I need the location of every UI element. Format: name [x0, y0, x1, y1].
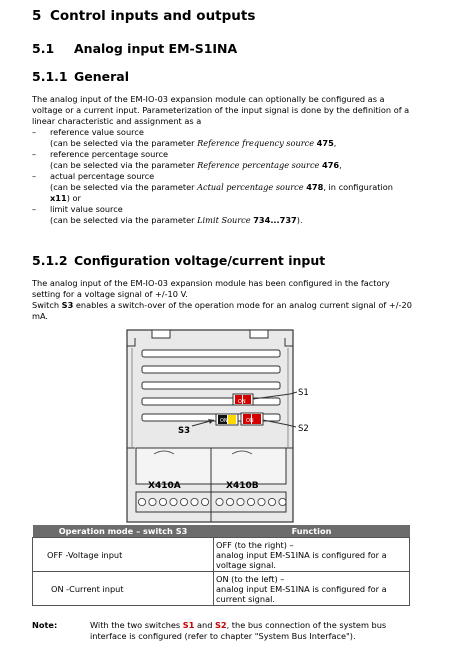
heading-general [32, 69, 129, 84]
connector-x410a: X410A [148, 481, 181, 491]
subsection-title: General [74, 69, 129, 84]
terminal-hole [138, 498, 145, 505]
list-item-detail: (can be selected via the parameter Reference percentage source 476, [50, 160, 342, 170]
label-s1: S1 [298, 388, 309, 398]
note-label: Note: [32, 620, 58, 630]
section-title: Analog input EM-S1INA [74, 41, 238, 56]
terminal-hole [258, 498, 265, 505]
svg-text:ON: ON [220, 418, 228, 424]
terminal-hole [247, 498, 254, 505]
chapter-number: 5 [32, 8, 42, 24]
subsection-number: 5.1.1 [32, 69, 68, 84]
list-item-detail: (can be selected via the parameter Reference frequency source 475, [50, 138, 337, 148]
config-text [32, 278, 412, 322]
heading-section [32, 41, 237, 56]
general-intro: The analog input of the EM-IO-03 expansion module can optionally be configured as a voltage or a current input. Parameterization of the input signal is done by the definition of a linear characteristic and assignment as a [32, 94, 410, 126]
module-outline [127, 330, 293, 522]
terminal-hole [149, 498, 156, 505]
terminal-hole [268, 498, 275, 505]
label-s2: S2 [298, 424, 309, 434]
config-paragraph-2: Switch S3 enables a switch-over of the operation mode for an analog current signal of +/-20 mA. [32, 300, 412, 321]
terminal-hole [279, 498, 286, 505]
terminal-hole [201, 498, 208, 505]
table-row [33, 572, 410, 606]
heading-chapter [32, 8, 255, 24]
connector-x410b: X410B [226, 481, 259, 491]
subsection-title: Configuration voltage/current input [74, 253, 326, 268]
chapter-title: Control inputs and outputs [50, 8, 256, 24]
list-item-detail: (can be selected via the parameter Actual percentage source 478, in configuration x11) or [50, 182, 393, 203]
list-item-detail: (can be selected via the parameter Limit Source 734...737). [50, 215, 303, 225]
col-header-mode: Operation mode – switch S3 [33, 525, 214, 538]
config-paragraph-1: The analog input of the EM-IO-03 expansion module has been configured in the factory setting for a voltage signal of +/-10 V. [32, 278, 390, 299]
mode-cell: ON -Current input [33, 572, 214, 606]
terminal-hole [191, 498, 198, 505]
note-body: With the two switches S1 and S2, the bus connection of the system bus interface is configured (refer to chapter "System Bus Interface"). [90, 620, 387, 641]
list-item: – reference value source [32, 127, 144, 137]
function-cell: ON (to the left) – analog input EM-S1INA is configured for a current signal. [214, 572, 410, 606]
function-cell: OFF (to the right) – analog input EM-S1INA is configured for a voltage signal. [214, 538, 410, 572]
terminal-hole [159, 498, 166, 505]
operation-mode-table [32, 525, 410, 606]
terminal-hole [180, 498, 187, 505]
col-header-function: Function [214, 525, 410, 538]
list-item: – actual percentage source [32, 171, 155, 181]
svg-text:ON: ON [238, 399, 246, 405]
module-figure [32, 328, 444, 525]
general-text [32, 94, 412, 226]
mode-cell: OFF -Voltage input [33, 538, 214, 572]
label-s3: S3 [178, 426, 191, 436]
subsection-number: 5.1.2 [32, 253, 68, 268]
terminal-hole [170, 498, 177, 505]
list-item: – limit value source [32, 204, 123, 214]
list-item: – reference percentage source [32, 149, 169, 159]
terminal-hole [216, 498, 223, 505]
heading-config [32, 253, 325, 268]
section-number: 5.1 [32, 41, 55, 56]
table-row [33, 538, 410, 572]
source-list [32, 127, 412, 226]
svg-text:ON: ON [246, 418, 254, 424]
terminal-hole [226, 498, 233, 505]
terminal-hole [237, 498, 244, 505]
